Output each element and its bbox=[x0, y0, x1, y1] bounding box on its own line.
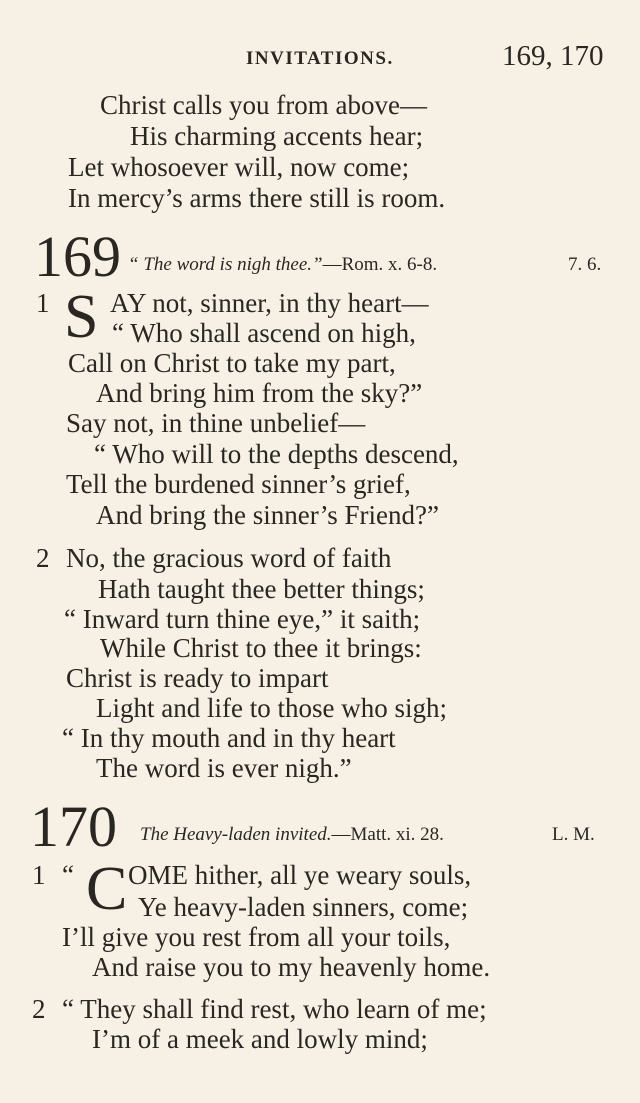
verse-line: Ye heavy-laden sinners, come; bbox=[138, 892, 469, 922]
verse-number: 2 bbox=[36, 543, 50, 573]
verse-number: 1 bbox=[36, 288, 50, 318]
hymn-caption bbox=[128, 254, 437, 276]
verse-line: And bring him from the sky?” bbox=[96, 378, 423, 408]
caption-reference: —Matt. xi. 28. bbox=[331, 824, 444, 845]
stanza-line: Let whosoever will, now come; bbox=[68, 152, 410, 182]
verse-line: “ In thy mouth and in thy heart bbox=[62, 723, 396, 753]
verse-line: While Christ to thee it brings: bbox=[100, 633, 422, 663]
section-title: INVITATIONS. bbox=[246, 48, 394, 69]
verse-line: No, the gracious word of faith bbox=[66, 543, 392, 573]
drop-cap: S bbox=[64, 283, 99, 351]
verse-line: “ Who shall ascend on high, bbox=[112, 318, 416, 348]
caption-reference: —Rom. x. 6-8. bbox=[322, 254, 438, 275]
verse-line: Say not, in thine unbelief— bbox=[66, 408, 366, 438]
hymn-169-header bbox=[0, 224, 640, 289]
hymn-170-header bbox=[0, 794, 640, 859]
stanza-line: His charming accents hear; bbox=[130, 121, 424, 151]
caption-quote: The Heavy-laden invited. bbox=[140, 824, 332, 845]
stanza-line: Christ calls you from above— bbox=[100, 90, 427, 120]
verse-number: 1 bbox=[32, 860, 46, 890]
verse-line: The word is ever nigh.” bbox=[96, 753, 352, 783]
verse-number: 2 bbox=[32, 994, 46, 1024]
verse-line: And raise you to my heavenly home. bbox=[92, 952, 491, 982]
hymn-number: 170 bbox=[30, 794, 117, 859]
stanza-line: In mercy’s arms there still is room. bbox=[68, 183, 446, 213]
hymn-meter: L. M. bbox=[552, 824, 595, 845]
verse-line: “ Inward turn thine eye,” it saith; bbox=[64, 604, 421, 634]
drop-cap: C bbox=[86, 855, 128, 923]
verse-line: And bring the sinner’s Friend?” bbox=[96, 500, 439, 530]
hymn-range: 169, 170 bbox=[502, 40, 604, 72]
verse-line: Call on Christ to take my part, bbox=[68, 348, 396, 378]
verse-line: Light and life to those who sigh; bbox=[96, 693, 447, 723]
verse-line: AY not, sinner, in thy heart— bbox=[110, 288, 429, 318]
open-quote: “ bbox=[62, 860, 74, 890]
hymn-meter: 7. 6. bbox=[568, 254, 602, 275]
caption-quote: “ The word is nigh thee.” bbox=[128, 254, 323, 275]
verse-line: “ They shall find rest, who learn of me; bbox=[62, 994, 487, 1024]
hymn-caption bbox=[140, 824, 444, 846]
verse-line: Hath taught thee better things; bbox=[98, 574, 425, 604]
verse-line: I’m of a meek and lowly mind; bbox=[92, 1024, 428, 1054]
verse-line: Christ is ready to impart bbox=[66, 663, 329, 693]
verse-line: I’ll give you rest from all your toils, bbox=[62, 922, 451, 952]
verse-line: OME hither, all ye weary souls, bbox=[128, 860, 472, 890]
running-head bbox=[0, 40, 640, 84]
verse-line: Tell the burdened sinner’s grief, bbox=[66, 469, 411, 499]
verse-line: “ Who will to the depths descend, bbox=[94, 439, 459, 469]
hymn-number: 169 bbox=[34, 224, 121, 289]
